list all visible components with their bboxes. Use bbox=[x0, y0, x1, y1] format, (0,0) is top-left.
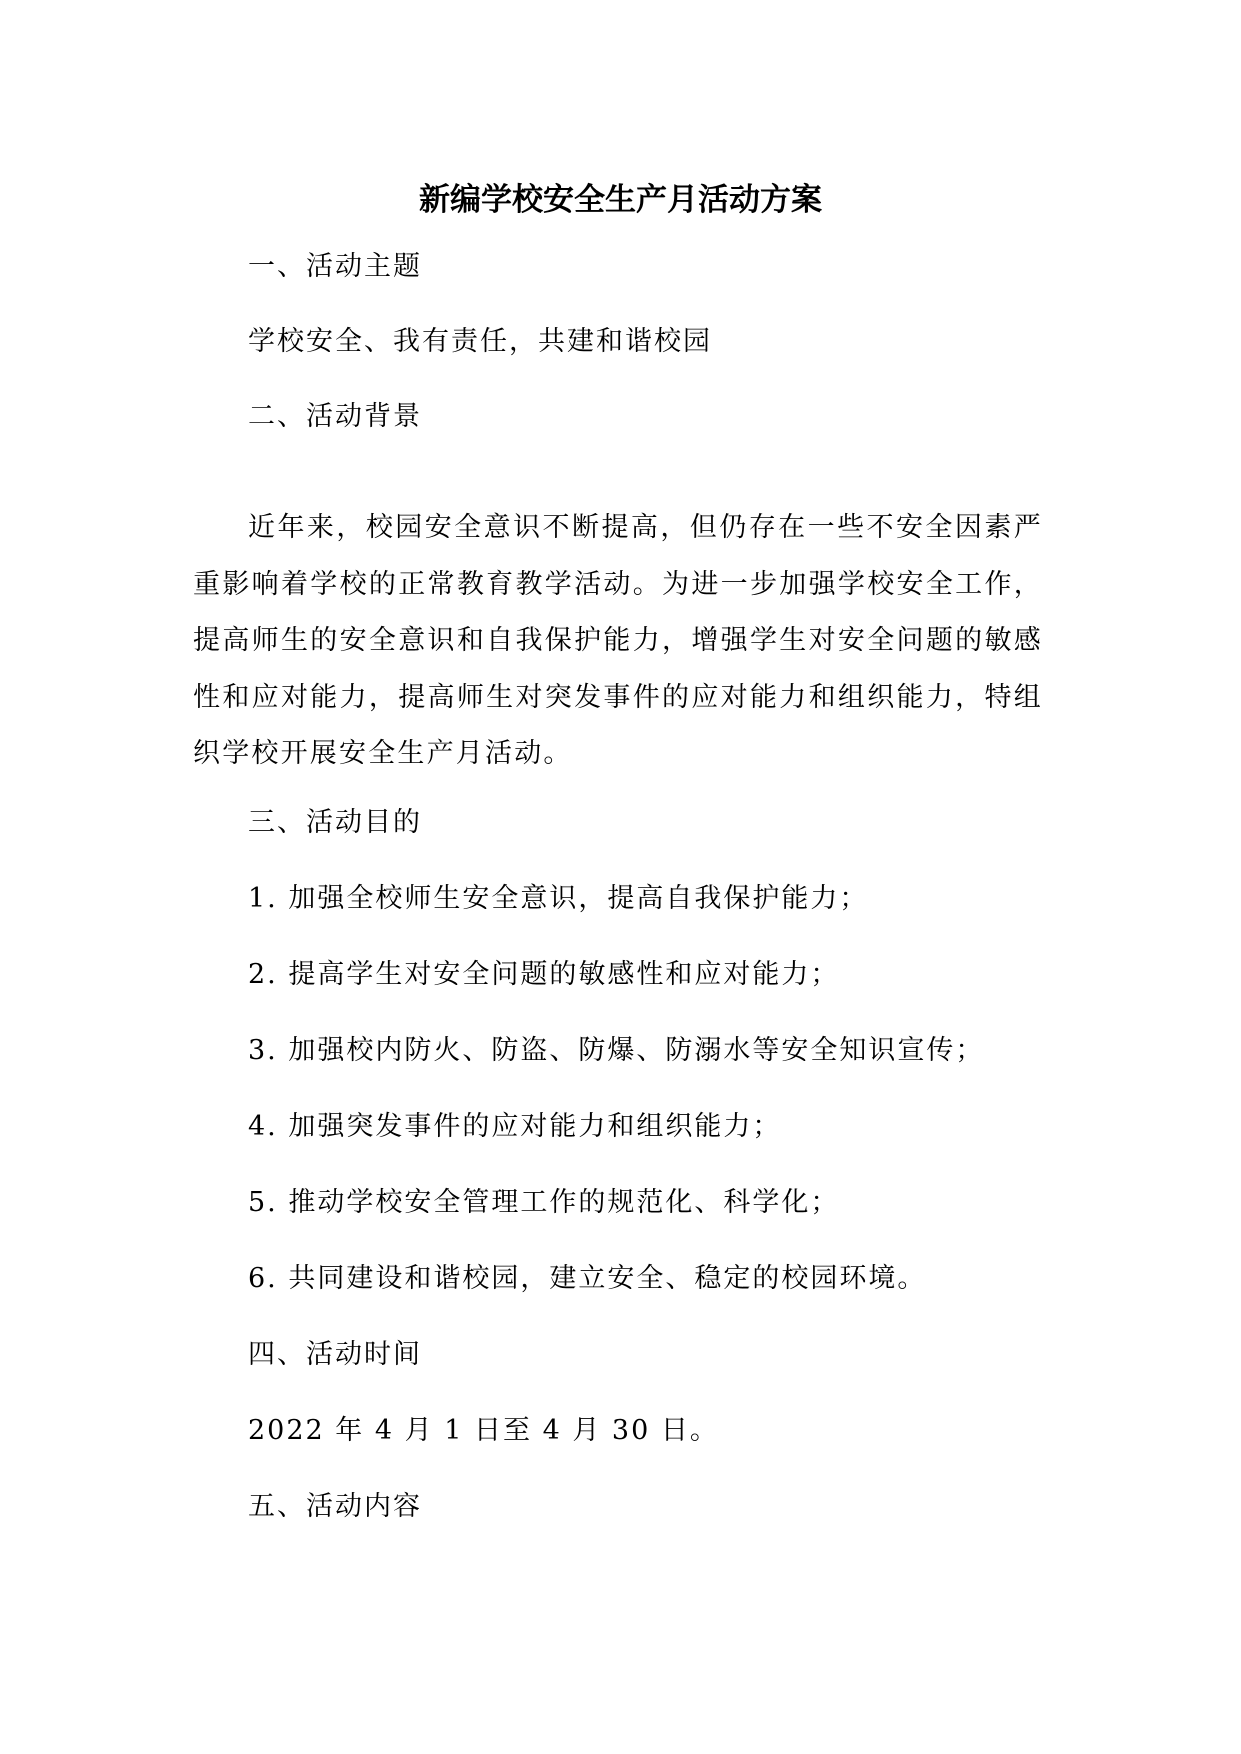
section-heading-background: 二、活动背景 bbox=[248, 401, 422, 432]
background-paragraph: 近年来，校园安全意识不断提高，但仍存在一些不安全因素严重影响着学校的正常教育教学活动。为进一步加强学校安全工作，提高师生的安全意识和自我保护能力，增强学生对安全问题的敏感性和应对能力，提高师生对突发事件的应对能力和组织能力，特组织学校开展安全生产月活动。 bbox=[193, 512, 1043, 769]
goal-item: 3. 加强校内防火、防盗、防爆、防溺水等安全知识宣传； bbox=[248, 1035, 985, 1066]
goal-item: 6. 共同建设和谐校园，建立安全、稳定的校园环境。 bbox=[248, 1263, 927, 1294]
time-text: 2022 年 4 月 1 日至 4 月 30 日。 bbox=[248, 1415, 719, 1446]
goal-item: 1. 加强全校师生安全意识，提高自我保护能力； bbox=[248, 883, 869, 914]
document-title: 新编学校安全生产月活动方案 bbox=[419, 182, 822, 218]
theme-text: 学校安全、我有责任，共建和谐校园 bbox=[248, 326, 712, 357]
goal-item: 5. 推动学校安全管理工作的规范化、科学化； bbox=[248, 1187, 840, 1218]
goal-item: 4. 加强突发事件的应对能力和组织能力； bbox=[248, 1111, 782, 1142]
section-heading-content: 五、活动内容 bbox=[248, 1491, 422, 1522]
section-heading-time: 四、活动时间 bbox=[248, 1339, 422, 1370]
section-heading-theme: 一、活动主题 bbox=[248, 251, 422, 282]
goal-item: 2. 提高学生对安全问题的敏感性和应对能力； bbox=[248, 959, 840, 990]
section-heading-goals: 三、活动目的 bbox=[248, 807, 422, 838]
